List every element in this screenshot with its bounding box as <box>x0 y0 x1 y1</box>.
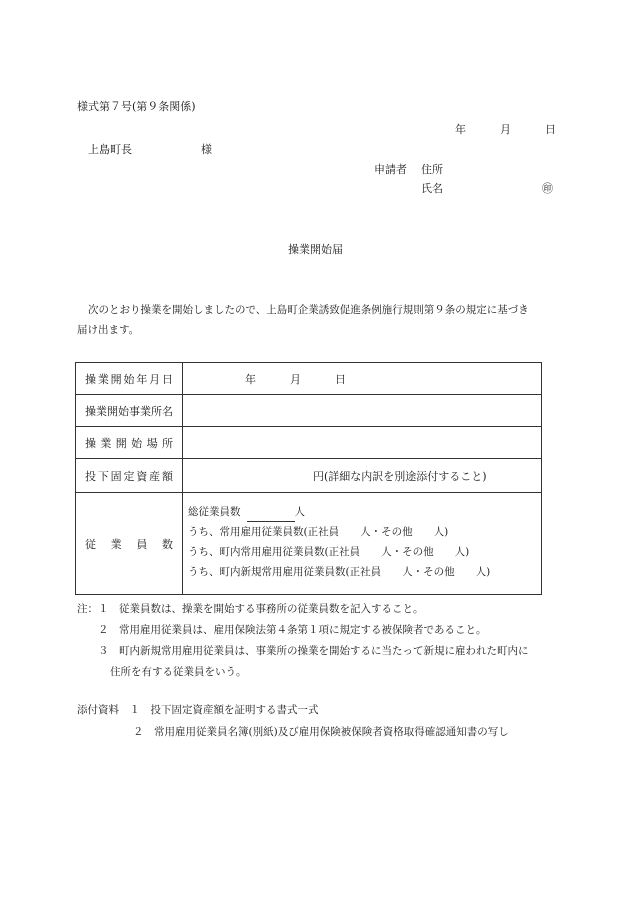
label-char: 年 <box>136 372 148 386</box>
label-char: 産 <box>149 469 161 483</box>
label-char: 日 <box>161 372 173 386</box>
label-char: 所 <box>161 436 173 450</box>
label-char: 操 <box>85 372 96 386</box>
value-investment[interactable] <box>183 459 542 493</box>
label-char: 業 <box>110 537 122 551</box>
addressee-name: 上島町長 <box>88 143 132 156</box>
label-char: 下 <box>97 469 109 483</box>
employee-total-unit: 人 <box>294 506 305 518</box>
date-year-label: 年 <box>455 123 466 136</box>
label-char: 始 <box>123 372 135 386</box>
attachments-label: 添付資料 <box>77 704 119 716</box>
label-char: 月 <box>149 372 161 386</box>
table-row-start-date <box>76 363 542 395</box>
note-number: ２ <box>98 624 109 636</box>
form-number: 様式第７号(第９条関係) <box>77 100 196 113</box>
attachment-number: １ <box>129 704 140 716</box>
value-office-name[interactable] <box>183 395 542 427</box>
notes-section <box>77 599 529 683</box>
note-text-continued: 住所を有する従業員をいう。 <box>110 666 247 678</box>
applicant-name-label: 氏名 <box>421 182 443 195</box>
label-office-name-text: 操業開始事業所名 <box>85 404 173 418</box>
note-item <box>77 641 529 662</box>
seal-mark: ㊞ <box>542 182 553 195</box>
label-location <box>76 427 183 459</box>
label-char: 開 <box>110 372 122 386</box>
note-text: 町内新規常用雇用従業員は、事業所の操業を開始するに当たって新規に雇われた町内に <box>119 645 529 657</box>
notes-prefix: 注： <box>77 603 98 615</box>
label-office-name <box>76 395 183 427</box>
label-char: 始 <box>131 436 143 450</box>
label-char: 定 <box>123 469 135 483</box>
investment-note: 円(詳細な内訳を別途添付すること) <box>313 469 487 483</box>
start-date-month: 月 <box>290 372 301 386</box>
document-title: 操業開始届 <box>288 243 343 256</box>
label-char: 業 <box>100 436 112 450</box>
employee-total-blank[interactable] <box>247 510 295 522</box>
applicant-address-label: 住所 <box>421 163 443 176</box>
value-location[interactable] <box>183 427 542 459</box>
start-date-day: 日 <box>335 372 346 386</box>
label-investment <box>76 459 183 493</box>
label-char: 投 <box>85 469 96 483</box>
table-row-investment <box>76 459 542 493</box>
label-char: 場 <box>146 436 158 450</box>
note-item <box>77 599 529 620</box>
label-char: 資 <box>136 469 148 483</box>
label-char: 操 <box>85 436 96 450</box>
label-char: 数 <box>161 537 173 551</box>
date-day-label: 日 <box>545 123 556 136</box>
value-employees[interactable] <box>183 493 542 595</box>
table-row-office-name <box>76 395 542 427</box>
label-employees <box>76 493 183 595</box>
table-row-location <box>76 427 542 459</box>
applicant-label: 申請者 <box>374 163 407 176</box>
employee-regular-line: うち、常用雇用従業員数(正社員 人・その他 人) <box>188 526 449 538</box>
label-char: 従 <box>85 537 96 551</box>
value-start-date[interactable] <box>183 363 542 395</box>
label-char: 額 <box>161 469 173 483</box>
notification-table <box>75 362 542 595</box>
note-text: 従業員数は、操業を開始する事務所の従業員数を記入すること。 <box>119 603 424 615</box>
attachment-item <box>77 721 509 743</box>
date-month-label: 月 <box>500 123 511 136</box>
addressee-honorific: 様 <box>201 143 212 156</box>
body-text-line2: 届け出ます。 <box>77 324 140 336</box>
label-char: 員 <box>136 537 148 551</box>
note-number: １ <box>98 603 109 615</box>
start-date-year: 年 <box>245 372 256 386</box>
employee-local-new-line: うち、町内新規常用雇用従業員数(正社員 人・その他 人) <box>188 566 491 578</box>
table-row-employees <box>76 493 542 595</box>
employee-local-line: うち、町内常用雇用従業員数(正社員 人・その他 人) <box>188 546 470 558</box>
label-char: 開 <box>115 436 127 450</box>
employee-total-label: 総従業員数 <box>188 506 241 518</box>
attachment-text: 投下固定資産額を証明する書式一式 <box>150 704 319 716</box>
attachment-text: 常用雇用従業員名簿(別紙)及び雇用保険被保険者資格取得確認通知書の写し <box>154 726 509 738</box>
label-char: 業 <box>97 372 109 386</box>
label-char: 固 <box>110 469 122 483</box>
attachments-section <box>77 699 509 743</box>
label-start-date <box>76 363 183 395</box>
attachment-item <box>77 699 509 721</box>
employee-total-line <box>188 502 541 522</box>
note-number: ３ <box>98 645 109 657</box>
note-text: 常用雇用従業員は、雇用保険法第４条第１項に規定する被保険者であること。 <box>119 624 487 636</box>
body-text-line1: 次のとおり操業を開始しましたので、上島町企業誘致促進条例施行規則第９条の規定に基づき <box>88 304 529 316</box>
attachment-number: ２ <box>133 726 144 738</box>
note-item <box>77 620 529 641</box>
